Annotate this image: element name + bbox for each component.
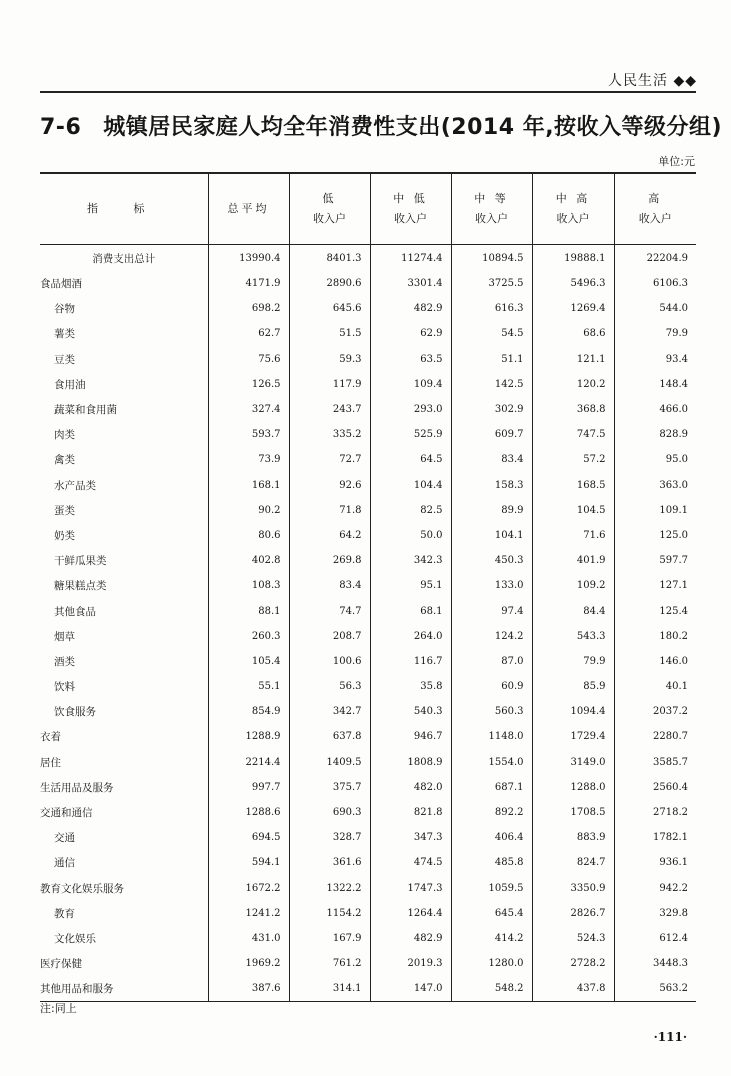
table-cell: 269.8 bbox=[289, 548, 370, 573]
table-cell: 524.3 bbox=[532, 926, 614, 951]
table-cell: 208.7 bbox=[289, 624, 370, 649]
table-cell: 328.7 bbox=[289, 825, 370, 850]
table-cell: 6106.3 bbox=[614, 271, 696, 296]
table-cell: 88.1 bbox=[208, 598, 289, 623]
table-cell: 854.9 bbox=[208, 699, 289, 724]
table-cell: 694.5 bbox=[208, 825, 289, 850]
table-cell: 87.0 bbox=[451, 649, 532, 674]
table-cell: 19888.1 bbox=[532, 245, 614, 272]
table-cell: 2560.4 bbox=[614, 775, 696, 800]
table-cell: 54.5 bbox=[451, 321, 532, 346]
table-cell: 1094.4 bbox=[532, 699, 614, 724]
table-cell: 747.5 bbox=[532, 422, 614, 447]
table-cell: 92.6 bbox=[289, 473, 370, 498]
table-cell: 1554.0 bbox=[451, 750, 532, 775]
table-cell: 540.3 bbox=[370, 699, 451, 724]
table-cell: 548.2 bbox=[451, 976, 532, 1002]
row-label: 教育 bbox=[54, 907, 75, 920]
table-cell: 2728.2 bbox=[532, 951, 614, 976]
table-cell: 544.0 bbox=[614, 296, 696, 321]
table-cell: 1148.0 bbox=[451, 724, 532, 749]
table-cell: 83.4 bbox=[289, 573, 370, 598]
table-cell: 2019.3 bbox=[370, 951, 451, 976]
table-cell: 82.5 bbox=[370, 498, 451, 523]
header-rule bbox=[40, 91, 696, 93]
table-cell: 3725.5 bbox=[451, 271, 532, 296]
table-cell: 108.3 bbox=[208, 573, 289, 598]
table-cell: 2037.2 bbox=[614, 699, 696, 724]
table-cell: 73.9 bbox=[208, 447, 289, 472]
table-cell: 482.0 bbox=[370, 775, 451, 800]
table-cell: 80.6 bbox=[208, 523, 289, 548]
row-label: 豆类 bbox=[54, 353, 75, 366]
table-row bbox=[40, 245, 696, 272]
table-cell: 431.0 bbox=[208, 926, 289, 951]
table-cell: 127.1 bbox=[614, 573, 696, 598]
table-row bbox=[40, 548, 696, 573]
table-cell: 368.8 bbox=[532, 397, 614, 422]
table-cell: 74.7 bbox=[289, 598, 370, 623]
table-row bbox=[40, 573, 696, 598]
table-row bbox=[40, 951, 696, 976]
table-cell: 293.0 bbox=[370, 397, 451, 422]
table-cell: 95.0 bbox=[614, 447, 696, 472]
row-label: 消费支出总计 bbox=[92, 252, 156, 265]
table-cell: 117.9 bbox=[289, 372, 370, 397]
table-row bbox=[40, 649, 696, 674]
row-label: 谷物 bbox=[54, 303, 75, 316]
table-cell: 485.8 bbox=[451, 850, 532, 875]
table-cell: 56.3 bbox=[289, 674, 370, 699]
table-cell: 62.9 bbox=[370, 321, 451, 346]
row-label: 饮食服务 bbox=[54, 706, 96, 719]
table-cell: 609.7 bbox=[451, 422, 532, 447]
table-cell: 1241.2 bbox=[208, 901, 289, 926]
table-cell: 104.5 bbox=[532, 498, 614, 523]
table-cell: 85.9 bbox=[532, 674, 614, 699]
table-cell: 821.8 bbox=[370, 800, 451, 825]
table-row bbox=[40, 598, 696, 623]
table-cell: 1288.9 bbox=[208, 724, 289, 749]
table-cell: 3448.3 bbox=[614, 951, 696, 976]
table-row bbox=[40, 498, 696, 523]
table-cell: 687.1 bbox=[451, 775, 532, 800]
table-row bbox=[40, 825, 696, 850]
indicator-header: 指 标 bbox=[40, 173, 208, 245]
column-header: 中 高 收入户 bbox=[532, 173, 614, 245]
table-title-text: 城镇居民家庭人均全年消费性支出(2014 年,按收入等级分组) bbox=[103, 115, 723, 140]
table-cell: 109.2 bbox=[532, 573, 614, 598]
table-cell: 104.1 bbox=[451, 523, 532, 548]
table-cell: 68.6 bbox=[532, 321, 614, 346]
table-cell: 3149.0 bbox=[532, 750, 614, 775]
table-row bbox=[40, 724, 696, 749]
table-row bbox=[40, 321, 696, 346]
table-cell: 124.2 bbox=[451, 624, 532, 649]
table-cell: 11274.4 bbox=[370, 245, 451, 272]
table-cell: 59.3 bbox=[289, 347, 370, 372]
table-cell: 72.7 bbox=[289, 447, 370, 472]
table-row bbox=[40, 523, 696, 548]
table-cell: 361.6 bbox=[289, 850, 370, 875]
column-header: 中 低 收入户 bbox=[370, 173, 451, 245]
row-label: 文化娱乐 bbox=[54, 932, 96, 945]
table-row bbox=[40, 473, 696, 498]
table-cell: 90.2 bbox=[208, 498, 289, 523]
table-row bbox=[40, 674, 696, 699]
row-label: 糖果糕点类 bbox=[54, 580, 107, 593]
row-label: 交通和通信 bbox=[40, 807, 93, 820]
table-row bbox=[40, 800, 696, 825]
table-cell: 347.3 bbox=[370, 825, 451, 850]
table-cell: 4171.9 bbox=[208, 271, 289, 296]
table-cell: 83.4 bbox=[451, 447, 532, 472]
table-cell: 105.4 bbox=[208, 649, 289, 674]
table-cell: 55.1 bbox=[208, 674, 289, 699]
table-cell: 761.2 bbox=[289, 951, 370, 976]
table-cell: 10894.5 bbox=[451, 245, 532, 272]
table-cell: 342.3 bbox=[370, 548, 451, 573]
table-cell: 401.9 bbox=[532, 548, 614, 573]
table-cell: 13990.4 bbox=[208, 245, 289, 272]
table-cell: 406.4 bbox=[451, 825, 532, 850]
table-cell: 116.7 bbox=[370, 649, 451, 674]
table-cell: 1288.0 bbox=[532, 775, 614, 800]
table-cell: 60.9 bbox=[451, 674, 532, 699]
table-cell: 120.2 bbox=[532, 372, 614, 397]
row-label: 通信 bbox=[54, 857, 75, 870]
table-cell: 147.0 bbox=[370, 976, 451, 1002]
table-cell: 302.9 bbox=[451, 397, 532, 422]
table-cell: 946.7 bbox=[370, 724, 451, 749]
table-cell: 329.8 bbox=[614, 901, 696, 926]
table-cell: 100.6 bbox=[289, 649, 370, 674]
row-label: 干鲜瓜果类 bbox=[54, 555, 107, 568]
table-cell: 1729.4 bbox=[532, 724, 614, 749]
table-cell: 342.7 bbox=[289, 699, 370, 724]
table-cell: 71.6 bbox=[532, 523, 614, 548]
table-cell: 35.8 bbox=[370, 674, 451, 699]
table-cell: 109.4 bbox=[370, 372, 451, 397]
table-row bbox=[40, 750, 696, 775]
table-cell: 97.4 bbox=[451, 598, 532, 623]
table-cell: 1154.2 bbox=[289, 901, 370, 926]
table-cell: 148.4 bbox=[614, 372, 696, 397]
row-label: 医疗保健 bbox=[40, 958, 82, 971]
table-cell: 1969.2 bbox=[208, 951, 289, 976]
table-cell: 828.9 bbox=[614, 422, 696, 447]
table-cell: 126.5 bbox=[208, 372, 289, 397]
table-cell: 402.8 bbox=[208, 548, 289, 573]
table-row bbox=[40, 271, 696, 296]
table-cell: 1322.2 bbox=[289, 876, 370, 901]
column-header: 总平均 bbox=[208, 173, 289, 245]
table-cell: 612.4 bbox=[614, 926, 696, 951]
table-cell: 133.0 bbox=[451, 573, 532, 598]
table-cell: 543.3 bbox=[532, 624, 614, 649]
table-cell: 593.7 bbox=[208, 422, 289, 447]
table-cell: 1672.2 bbox=[208, 876, 289, 901]
table-body bbox=[40, 245, 696, 1002]
table-row bbox=[40, 926, 696, 951]
row-label: 衣着 bbox=[40, 731, 61, 744]
table-cell: 474.5 bbox=[370, 850, 451, 875]
row-label: 蛋类 bbox=[54, 504, 75, 517]
table-cell: 146.0 bbox=[614, 649, 696, 674]
table-cell: 125.0 bbox=[614, 523, 696, 548]
table-cell: 2280.7 bbox=[614, 724, 696, 749]
column-header: 高 收入户 bbox=[614, 173, 696, 245]
table-cell: 645.4 bbox=[451, 901, 532, 926]
table-cell: 1782.1 bbox=[614, 825, 696, 850]
table-cell: 64.2 bbox=[289, 523, 370, 548]
table-cell: 3585.7 bbox=[614, 750, 696, 775]
table-cell: 64.5 bbox=[370, 447, 451, 472]
table-cell: 482.9 bbox=[370, 926, 451, 951]
row-label: 饮料 bbox=[54, 681, 75, 694]
table-cell: 698.2 bbox=[208, 296, 289, 321]
row-label: 酒类 bbox=[54, 655, 75, 668]
table-cell: 1708.5 bbox=[532, 800, 614, 825]
table-cell: 142.5 bbox=[451, 372, 532, 397]
table-cell: 690.3 bbox=[289, 800, 370, 825]
page-number: ·111· bbox=[653, 1030, 687, 1044]
table-cell: 84.4 bbox=[532, 598, 614, 623]
table-cell: 243.7 bbox=[289, 397, 370, 422]
table-cell: 104.4 bbox=[370, 473, 451, 498]
table-cell: 616.3 bbox=[451, 296, 532, 321]
table-row bbox=[40, 296, 696, 321]
table-cell: 63.5 bbox=[370, 347, 451, 372]
table-cell: 327.4 bbox=[208, 397, 289, 422]
table-cell: 942.2 bbox=[614, 876, 696, 901]
table-cell: 168.1 bbox=[208, 473, 289, 498]
table-cell: 892.2 bbox=[451, 800, 532, 825]
table-cell: 883.9 bbox=[532, 825, 614, 850]
table-cell: 79.9 bbox=[614, 321, 696, 346]
table-cell: 167.9 bbox=[289, 926, 370, 951]
table-cell: 50.0 bbox=[370, 523, 451, 548]
table-cell: 260.3 bbox=[208, 624, 289, 649]
table-cell: 5496.3 bbox=[532, 271, 614, 296]
table-cell: 168.5 bbox=[532, 473, 614, 498]
table-cell: 563.2 bbox=[614, 976, 696, 1002]
row-label: 烟草 bbox=[54, 630, 75, 643]
table-cell: 1280.0 bbox=[451, 951, 532, 976]
table-cell: 363.0 bbox=[614, 473, 696, 498]
table-cell: 51.1 bbox=[451, 347, 532, 372]
table-cell: 1409.5 bbox=[289, 750, 370, 775]
header-row bbox=[40, 173, 696, 245]
table-cell: 1288.6 bbox=[208, 800, 289, 825]
table-cell: 437.8 bbox=[532, 976, 614, 1002]
table-cell: 180.2 bbox=[614, 624, 696, 649]
table-cell: 8401.3 bbox=[289, 245, 370, 272]
table-row bbox=[40, 447, 696, 472]
table-cell: 637.8 bbox=[289, 724, 370, 749]
table-cell: 314.1 bbox=[289, 976, 370, 1002]
table-row bbox=[40, 347, 696, 372]
table-row bbox=[40, 876, 696, 901]
row-label: 食用油 bbox=[54, 378, 86, 391]
table-row bbox=[40, 699, 696, 724]
table-number: 7-6 bbox=[40, 115, 82, 140]
row-label: 奶类 bbox=[54, 529, 75, 542]
table-cell: 22204.9 bbox=[614, 245, 696, 272]
table-cell: 936.1 bbox=[614, 850, 696, 875]
row-label: 蔬菜和食用菌 bbox=[54, 404, 117, 417]
table-cell: 95.1 bbox=[370, 573, 451, 598]
table-cell: 525.9 bbox=[370, 422, 451, 447]
table-cell: 264.0 bbox=[370, 624, 451, 649]
row-label: 其他用品和服务 bbox=[40, 976, 208, 1002]
table-cell: 1808.9 bbox=[370, 750, 451, 775]
row-label: 水产品类 bbox=[54, 479, 96, 492]
table-row bbox=[40, 901, 696, 926]
table-cell: 1269.4 bbox=[532, 296, 614, 321]
table-cell: 1264.4 bbox=[370, 901, 451, 926]
table-cell: 597.7 bbox=[614, 548, 696, 573]
row-label: 生活用品及服务 bbox=[40, 781, 114, 794]
table-cell: 450.3 bbox=[451, 548, 532, 573]
table-row bbox=[40, 624, 696, 649]
table-cell: 3301.4 bbox=[370, 271, 451, 296]
table-cell: 121.1 bbox=[532, 347, 614, 372]
table-cell: 560.3 bbox=[451, 699, 532, 724]
table-cell: 645.6 bbox=[289, 296, 370, 321]
table-cell: 2214.4 bbox=[208, 750, 289, 775]
table-cell: 2718.2 bbox=[614, 800, 696, 825]
table-cell: 158.3 bbox=[451, 473, 532, 498]
table-cell: 125.4 bbox=[614, 598, 696, 623]
row-label: 食品烟酒 bbox=[40, 278, 82, 291]
table-cell: 40.1 bbox=[614, 674, 696, 699]
row-label: 肉类 bbox=[54, 429, 75, 442]
table-cell: 1747.3 bbox=[370, 876, 451, 901]
table-cell: 997.7 bbox=[208, 775, 289, 800]
table-cell: 68.1 bbox=[370, 598, 451, 623]
running-head: 人民生活 ◆◆ bbox=[608, 73, 697, 89]
table-cell: 482.9 bbox=[370, 296, 451, 321]
table-row bbox=[40, 850, 696, 875]
row-label: 禽类 bbox=[54, 454, 75, 467]
table-cell: 109.1 bbox=[614, 498, 696, 523]
table-cell: 57.2 bbox=[532, 447, 614, 472]
table-cell: 93.4 bbox=[614, 347, 696, 372]
table-cell: 89.9 bbox=[451, 498, 532, 523]
table-row bbox=[40, 422, 696, 447]
column-header: 低 收入户 bbox=[289, 173, 370, 245]
table-row bbox=[40, 372, 696, 397]
table-row bbox=[40, 976, 696, 1002]
row-label: 居住 bbox=[40, 756, 61, 769]
table-cell: 375.7 bbox=[289, 775, 370, 800]
table-cell: 594.1 bbox=[208, 850, 289, 875]
footnote: 注:同上 bbox=[40, 1002, 77, 1015]
table-cell: 79.9 bbox=[532, 649, 614, 674]
row-label: 教育文化娱乐服务 bbox=[40, 882, 124, 895]
table-cell: 466.0 bbox=[614, 397, 696, 422]
table-row bbox=[40, 775, 696, 800]
table-title bbox=[40, 110, 722, 141]
table-cell: 824.7 bbox=[532, 850, 614, 875]
table-cell: 2890.6 bbox=[289, 271, 370, 296]
table-cell: 51.5 bbox=[289, 321, 370, 346]
expenditure-table bbox=[40, 172, 696, 1002]
column-header: 中 等 收入户 bbox=[451, 173, 532, 245]
table-cell: 1059.5 bbox=[451, 876, 532, 901]
row-label: 其他食品 bbox=[54, 605, 96, 618]
table-cell: 62.7 bbox=[208, 321, 289, 346]
table-cell: 414.2 bbox=[451, 926, 532, 951]
table-cell: 335.2 bbox=[289, 422, 370, 447]
row-label: 交通 bbox=[54, 832, 75, 845]
table-cell: 2826.7 bbox=[532, 901, 614, 926]
table-row bbox=[40, 397, 696, 422]
table-cell: 3350.9 bbox=[532, 876, 614, 901]
table-cell: 387.6 bbox=[208, 976, 289, 1002]
unit-label: 单位:元 bbox=[658, 155, 695, 168]
table-cell: 71.8 bbox=[289, 498, 370, 523]
row-label: 薯类 bbox=[54, 328, 75, 341]
table-cell: 75.6 bbox=[208, 347, 289, 372]
